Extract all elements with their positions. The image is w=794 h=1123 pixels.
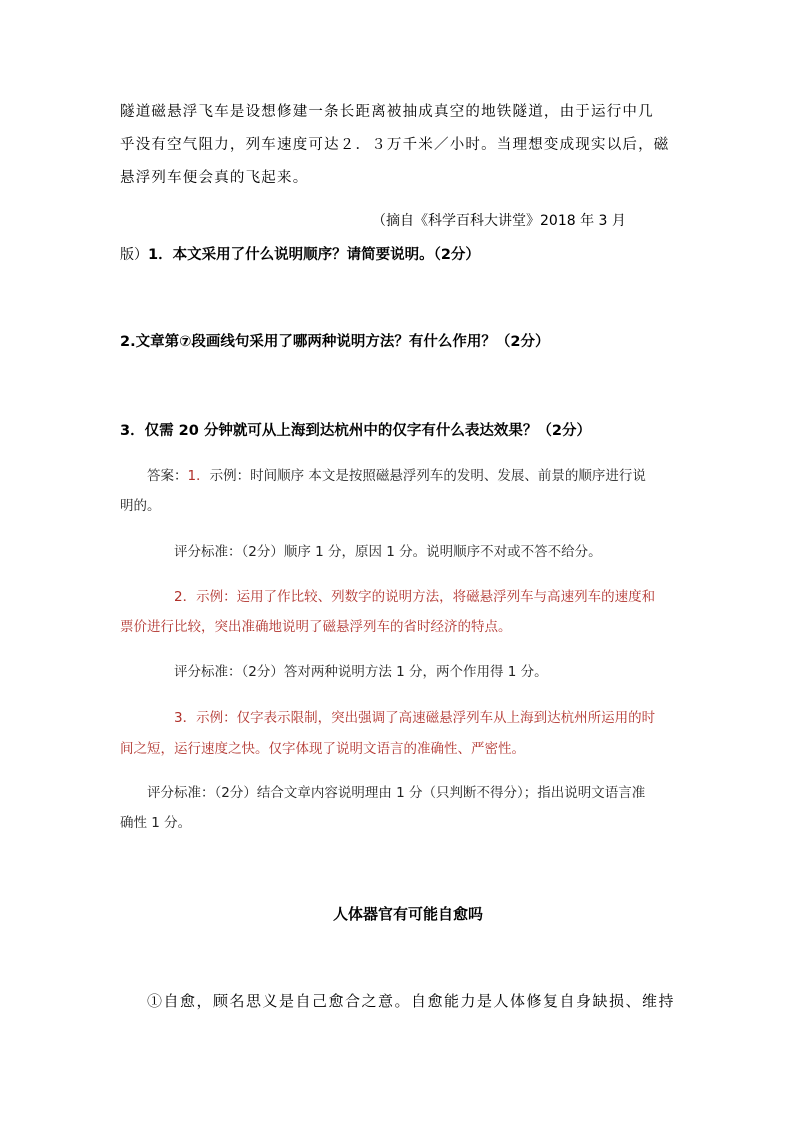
answer-1-number: 1．: [187, 468, 210, 484]
source-citation-end: 版）: [120, 247, 148, 263]
answer-3-text: 示例：仅字表示限制，突出强调了高速磁悬浮列车从上海到达杭州所运用的时: [196, 710, 656, 726]
passage-line-1: 隧道磁悬浮飞车是设想修建一条长距离被抽成真空的地铁隧道，由于运行中几: [120, 104, 654, 120]
question-1-row: [120, 243, 480, 264]
answer-1-score: 评分标准：（2分）顺序 1 分，原因 1 分。说明顺序不对或不答不给分。: [174, 544, 602, 560]
answer-2-line-2: 票价进行比较，突出准确地说明了磁悬浮列车的省时经济的特点。: [120, 619, 512, 635]
answer-2-score: 评分标准：（2分）答对两种说明方法 1 分，两个作用得 1 分。: [174, 664, 548, 680]
passage-line-2: 乎没有空气阻力，列车速度可达２．３万千米／小时。当理想变成现实以后，磁: [120, 137, 670, 153]
answer-3-number: 3．: [174, 710, 197, 726]
answer-3-score-line-1: 评分标准：（2分）结合文章内容说明理由 1 分（只判断不得分）；指出说明文语言准: [147, 785, 646, 801]
answer-2-number: 2．: [174, 589, 197, 605]
question-1: 1．本文采用了什么说明顺序？请简要说明。（2分）: [148, 247, 480, 263]
answer-1-line-1: [147, 464, 646, 484]
question-2: 2.文章第⑦段画线句采用了哪两种说明方法？有什么作用？（2分）: [120, 334, 550, 350]
source-citation: （摘自《科学百科大讲堂》2018 年 3 月: [372, 213, 626, 229]
answer-1-text: 示例：时间顺序 本文是按照磁悬浮列车的发明、发展、前景的顺序进行说: [209, 468, 646, 484]
answer-label: 答案：: [147, 468, 188, 484]
passage-line-3: 悬浮列车便会真的飞起来。: [120, 170, 309, 186]
question-3: 3．仅需 20 分钟就可从上海到达杭州中的仅字有什么表达效果？（2分）: [120, 423, 591, 439]
answer-2-line-1: [174, 585, 655, 605]
article-title: 人体器官有可能自愈吗: [333, 905, 484, 923]
answer-2-text: 示例：运用了作比较、列数字的说明方法，将磁悬浮列车与高速列车的速度和: [196, 589, 656, 605]
answer-3-line-2: 间之短，运行速度之快。仅字体现了说明文语言的准确性、严密性。: [120, 741, 525, 757]
answer-1-line-2: 明的。: [120, 498, 161, 514]
answer-3-line-1: [174, 706, 655, 726]
article-paragraph-1: ①自愈，顾名思义是自己愈合之意。自愈能力是人体修复自身缺损、维持: [147, 992, 676, 1010]
answer-3-score-line-2: 确性 1 分。: [120, 815, 192, 831]
